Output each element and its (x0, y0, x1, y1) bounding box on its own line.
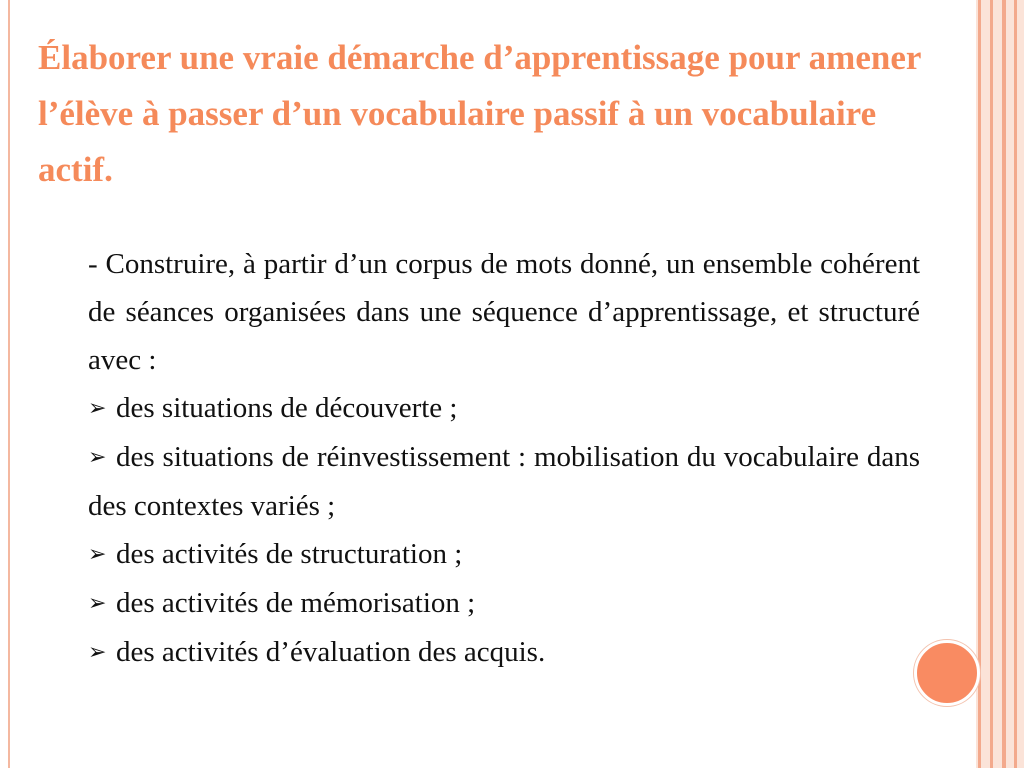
arrow-bullet-icon: ➢ (88, 591, 107, 616)
right-stripe (978, 0, 981, 768)
list-item (88, 384, 920, 433)
arrow-bullet-icon: ➢ (88, 640, 107, 665)
list-item (88, 628, 920, 677)
right-stripe (1002, 0, 1006, 768)
slide-body (88, 240, 920, 677)
list-item-text: des activités d’évaluation des acquis. (116, 636, 546, 668)
list-item-text: des situations de découverte ; (116, 392, 458, 424)
right-stripe (990, 0, 993, 768)
arrow-bullet-icon: ➢ (88, 542, 107, 567)
right-stripe (1014, 0, 1017, 768)
arrow-bullet-icon: ➢ (88, 396, 107, 421)
slide-title: Élaborer une vraie démarche d’apprentissage pour amener l’élève à passer d’un vocabulaire passif à un vocabulaire actif. (38, 38, 921, 189)
list-item-text: des situations de réinvestissement : mobilisation du vocabulaire dans des contextes variés ; (88, 441, 920, 522)
list-item (88, 530, 920, 579)
arrow-bullet-icon: ➢ (88, 445, 107, 470)
intro-paragraph: - Construire, à partir d’un corpus de mots donné, un ensemble cohérent de séances organisées dans une séquence d’apprentissage, et structuré avec : (88, 248, 920, 376)
left-border-line (8, 0, 10, 768)
list-item-text: des activités de mémorisation ; (116, 587, 476, 619)
list-item-text: des activités de structuration ; (116, 538, 463, 570)
decorative-circle (914, 640, 980, 706)
list-item (88, 433, 920, 530)
list-item (88, 579, 920, 628)
